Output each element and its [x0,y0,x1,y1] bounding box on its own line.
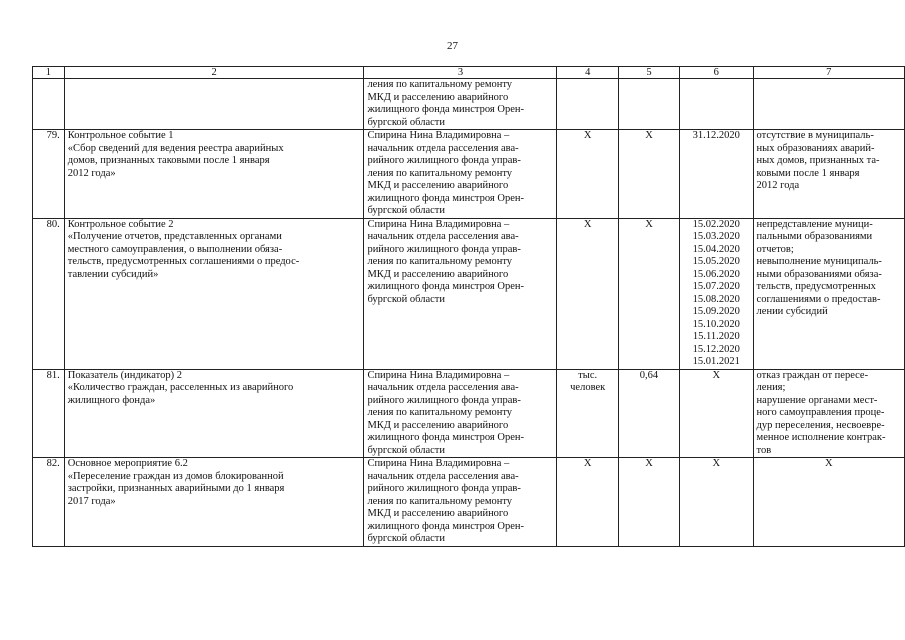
cell-col6 [680,79,754,130]
text-line: X [824,458,833,469]
text-line: Спирина Нина Владимировна – [367,130,510,141]
text-line: Контрольное событие 1 [67,130,174,141]
table-row [33,458,905,547]
cell-responsible [364,218,557,369]
text-line: нарушение органами мест- [756,394,878,406]
text-line: ного самоуправления проце- [756,407,885,418]
text-line: дур переселения, несвоевре- [756,419,885,431]
text-line: бургской области [367,205,446,216]
text-line: ных образованиях аварий- [756,142,875,154]
text-line: местного самоуправления, о выполнении обяза- [67,243,283,255]
cell-num: 80. [33,218,65,369]
cell-col7 [753,218,904,369]
text-line: тельств, предусмотренных соглашениями о предос- [67,256,300,267]
text-line: бургской области [367,116,446,128]
table-row-continuation [33,79,905,130]
text-line: пальными образованиями [756,231,873,242]
cell-col5 [618,79,679,130]
header-cell: 3 [364,67,557,79]
date-line: X [712,458,721,469]
date-line: 15.09.2020 [692,306,740,317]
date-line: 15.04.2020 [692,243,740,255]
date-line: 31.12.2020 [692,130,740,141]
text-line: МКД и расселению аварийного [367,180,509,191]
text-line: ления по капитальному ремонту [367,167,513,179]
cell-col5: X [618,130,679,219]
text-line: тельств, предусмотренных [756,281,876,292]
cell-num: 81. [33,369,65,458]
header-row [33,67,905,79]
text-line: бургской области [367,533,446,544]
date-line: X [712,369,721,381]
cell-event [64,79,364,130]
text-line: «Получение отчетов, представленных органами [67,231,282,242]
text-line: жилищного фонда минстроя Орен- [367,104,524,115]
date-line: 15.12.2020 [692,343,740,355]
text-line: МКД и расселению аварийного [367,419,509,431]
cell-col7 [753,79,904,130]
text-line: Основное мероприятие 6.2 [67,458,188,469]
text-line: Спирина Нина Владимировна – [367,458,510,469]
text-line: 2017 года» [67,495,116,507]
text-line: ления по капитальному ремонту [367,495,513,507]
header-cell: 2 [64,67,364,79]
cell-num [33,79,65,130]
text-line: Показатель (индикатор) 2 [67,369,182,381]
text-line: МКД и расселению аварийного [367,91,509,103]
table-row [33,369,905,458]
text-line: «Количество граждан, расселенных из аварийного [67,382,294,393]
text-line: «Сбор сведений для ведения реестра аварийных [67,142,284,154]
text-line: жилищного фонда» [67,394,156,406]
text-line: рийного жилищного фонда управ- [367,243,521,255]
text-line: соглашениями о предостав- [756,293,881,305]
cell-event [64,458,364,547]
cell-col4: тыс. человек [557,369,619,458]
cell-col6 [680,458,754,547]
cell-col7 [753,458,904,547]
cell-col6 [680,130,754,219]
text-line: Спирина Нина Владимировна – [367,369,510,381]
text-line: Контрольное событие 2 [67,218,174,230]
page-number: 27 [447,40,458,52]
text-line: менное исполнение контрак- [756,432,886,443]
cell-num: 82. [33,458,65,547]
text-line: жилищного фонда минстроя Орен- [367,432,524,443]
date-line: 15.03.2020 [692,231,740,242]
text-line: рийного жилищного фонда управ- [367,483,521,494]
date-line: 15.02.2020 [692,218,740,230]
text-line: жилищного фонда минстроя Орен- [367,520,524,532]
text-line: ковыми после 1 января [756,167,860,179]
text-line: непредставление муници- [756,218,873,230]
cell-col7 [753,369,904,458]
text-line: тавлении субсидий» [67,268,159,280]
date-line: 15.06.2020 [692,268,740,280]
text-line: Спирина Нина Владимировна – [367,218,510,230]
text-line: 2012 года [756,180,800,191]
cell-col7 [753,130,904,219]
text-line: бургской области [367,293,446,305]
text-line: начальник отдела расселения ава- [367,470,519,482]
text-line: рийного жилищного фонда управ- [367,155,521,166]
header-cell: 6 [680,67,754,79]
text-line: ными образованиями обяза- [756,268,882,280]
header-cell: 1 [33,67,65,79]
cell-col5: X [618,218,679,369]
schedule-table [32,66,905,547]
header-cell: 5 [618,67,679,79]
cell-num: 79. [33,130,65,219]
cell-responsible [364,130,557,219]
date-line: 15.11.2020 [692,331,740,342]
text-line: лении субсидий [756,306,828,317]
text-line: отказ граждан от пересе- [756,369,869,381]
text-line: застройки, признанных аварийными до 1 января [67,483,285,494]
text-line: «Переселение граждан из домов блокированной [67,470,284,482]
text-line: тов [756,444,772,456]
text-line: ных домов, признанных та- [756,155,880,166]
date-line: 15.01.2021 [692,356,740,367]
cell-col4: X [557,130,619,219]
date-line: 15.08.2020 [692,293,740,305]
cell-col6 [680,369,754,458]
date-line: 15.07.2020 [692,281,740,292]
text-line: начальник отдела расселения ава- [367,142,519,154]
text-line: жилищного фонда минстроя Орен- [367,281,524,292]
text-line: ления по капитальному ремонту [367,256,513,267]
header-cell: 4 [557,67,619,79]
text-line: ления по капитальному ремонту [367,407,513,418]
cell-col4: X [557,458,619,547]
cell-responsible [364,369,557,458]
text-line: ления по капитальному ремонту [367,79,513,90]
header-cell: 7 [753,67,904,79]
cell-event [64,218,364,369]
cell-col4: X [557,218,619,369]
cell-responsible [364,79,557,130]
table-row [33,218,905,369]
text-line: невыполнение муниципаль- [756,256,882,267]
cell-col4 [557,79,619,130]
cell-col5: 0,64 [618,369,679,458]
text-line: жилищного фонда минстроя Орен- [367,192,524,204]
text-line: рийного жилищного фонда управ- [367,394,521,406]
table-row [33,130,905,219]
text-line: МКД и расселению аварийного [367,268,509,280]
cell-col5: X [618,458,679,547]
cell-responsible [364,458,557,547]
cell-col6 [680,218,754,369]
text-line: бургской области [367,444,446,456]
cell-event [64,130,364,219]
text-line: 2012 года» [67,167,116,179]
text-line: ления; [756,382,786,393]
date-line: 15.05.2020 [692,256,740,267]
text-line: домов, признанных таковыми после 1 января [67,155,270,166]
text-line: начальник отдела расселения ава- [367,382,519,393]
text-line: МКД и расселению аварийного [367,508,509,519]
date-line: 15.10.2020 [692,318,740,330]
text-line: отчетов; [756,243,794,255]
text-line: начальник отдела расселения ава- [367,231,519,242]
text-line: отсутствие в муниципаль- [756,130,874,141]
cell-event [64,369,364,458]
